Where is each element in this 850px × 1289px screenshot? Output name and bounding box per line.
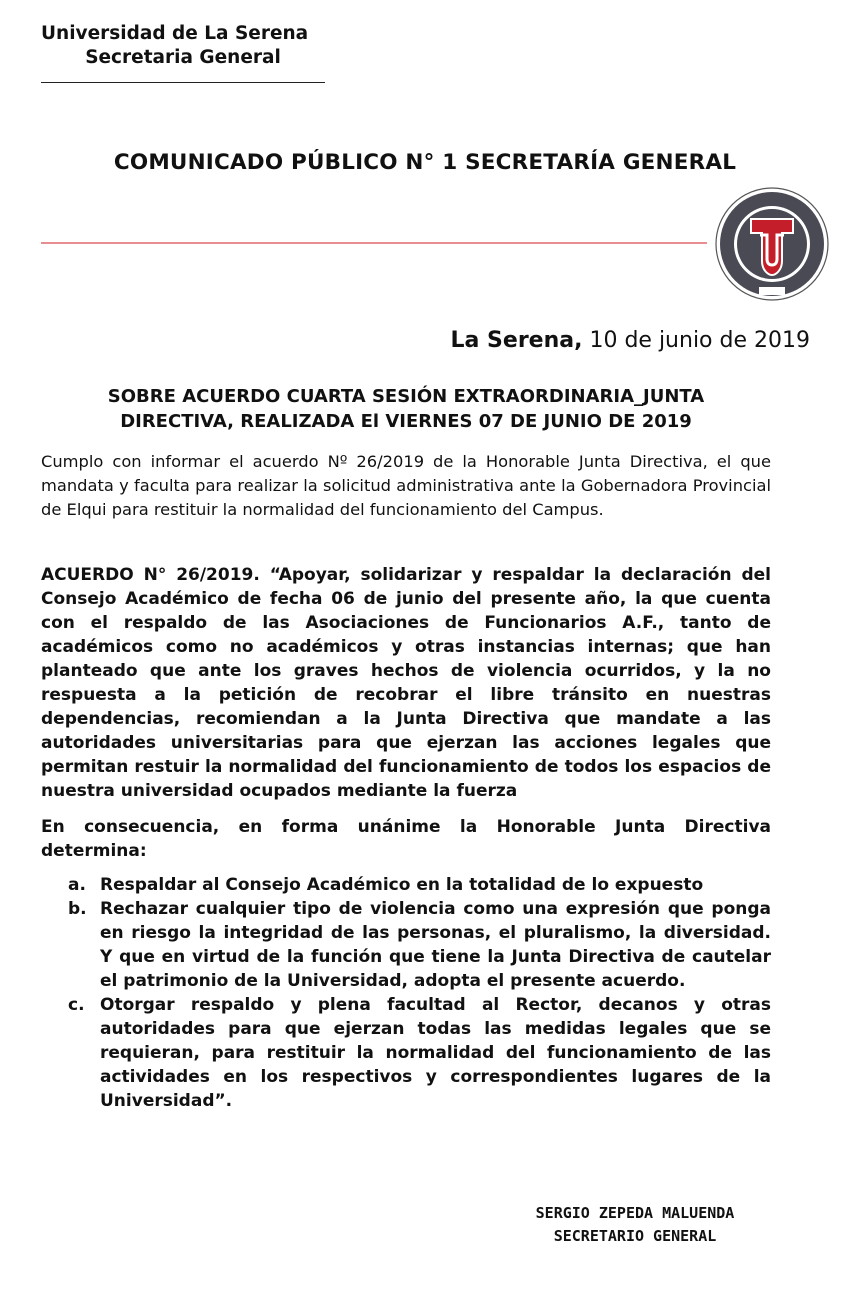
agreement-paragraph: ACUERDO N° 26/2019. “Apoyar, solidarizar y respaldar la declaración del Consejo Académico de fecha 06 de junio del presente año, la que cuenta con el respaldo de las Asociaciones de Funcionarios A.F., tanto de académicos como no académicos y otras instancias internas; que han planteado que ante los graves hechos de violencia ocurridos, y la no respuesta a la petición de recobrar el libre tránsito en nuestras dependencias, recomiendan a la Junta Directiva que mandate a las autoridades universitarias para que ejerzan las acciones legales que permitan restuir la normalidad del funcionamiento de todos los espacios de nuestra universidad ocupados mediante la fuerza <box>41 565 771 801</box>
resolutions-list <box>68 873 771 1113</box>
list-marker: b. <box>68 899 87 919</box>
list-marker: c. <box>68 995 85 1015</box>
list-marker: a. <box>68 875 86 895</box>
intro-paragraph: Cumplo con informar el acuerdo Nº 26/2019 de la Honorable Junta Directiva, el que mandata y faculta para realizar la solicitud administrativa ante la Gobernadora Provincial de Elqui para restituir la normalidad del funcionamiento del Campus. <box>41 452 771 519</box>
signatory-name: SERGIO ZEPEDA MALUENDA <box>535 1204 735 1222</box>
list-item-text: Otorgar respaldo y plena facultad al Rector, decanos y otras autoridades para que ejerzan todas las medidas legales que se requieran, para restituir la normalidad del funcionamiento de las actividades en los respectivos y correspondientes lugares de la Universidad”. <box>100 995 771 1111</box>
signatory-position: SECRETARIO GENERAL <box>553 1227 717 1245</box>
date-place: La Serena, <box>450 328 583 353</box>
document-title: COMUNICADO PÚBLICO N° 1 SECRETARÍA GENERAL <box>113 150 737 175</box>
list-item-text: Rechazar cualquier tipo de violencia como una expresión que ponga en riesgo la integridad de las personas, el pluralismo, la diversidad. Y que en virtud de la función que tiene la Junta Directiva de cautelar el patrimonio de la Universidad, adopta el presente acuerdo. <box>100 899 771 991</box>
title-divider <box>41 242 707 244</box>
university-seal-icon <box>713 186 831 302</box>
consequence-paragraph: En consecuencia, en forma unánime la Honorable Junta Directiva determina: <box>41 817 771 861</box>
subject-line-2: DIRECTIVA, REALIZADA El VIERNES 07 DE JUNIO DE 2019 <box>120 411 692 432</box>
date-text: 10 de junio de 2019 <box>589 328 810 353</box>
list-item <box>68 873 771 897</box>
document-date <box>451 328 810 353</box>
letterhead <box>41 22 325 70</box>
document-subject <box>40 384 772 434</box>
office-name: Secretaria General <box>85 47 281 68</box>
list-item-text: Respaldar al Consejo Académico en la totalidad de lo expuesto <box>100 875 704 895</box>
list-item <box>68 993 771 1113</box>
letterhead-divider <box>41 82 325 83</box>
institution-name: Universidad de La Serena <box>41 23 309 44</box>
signature-block <box>470 1202 800 1248</box>
subject-line-1: SOBRE ACUERDO CUARTA SESIÓN EXTRAORDINARIA_JUNTA <box>107 386 705 407</box>
list-item <box>68 897 771 993</box>
